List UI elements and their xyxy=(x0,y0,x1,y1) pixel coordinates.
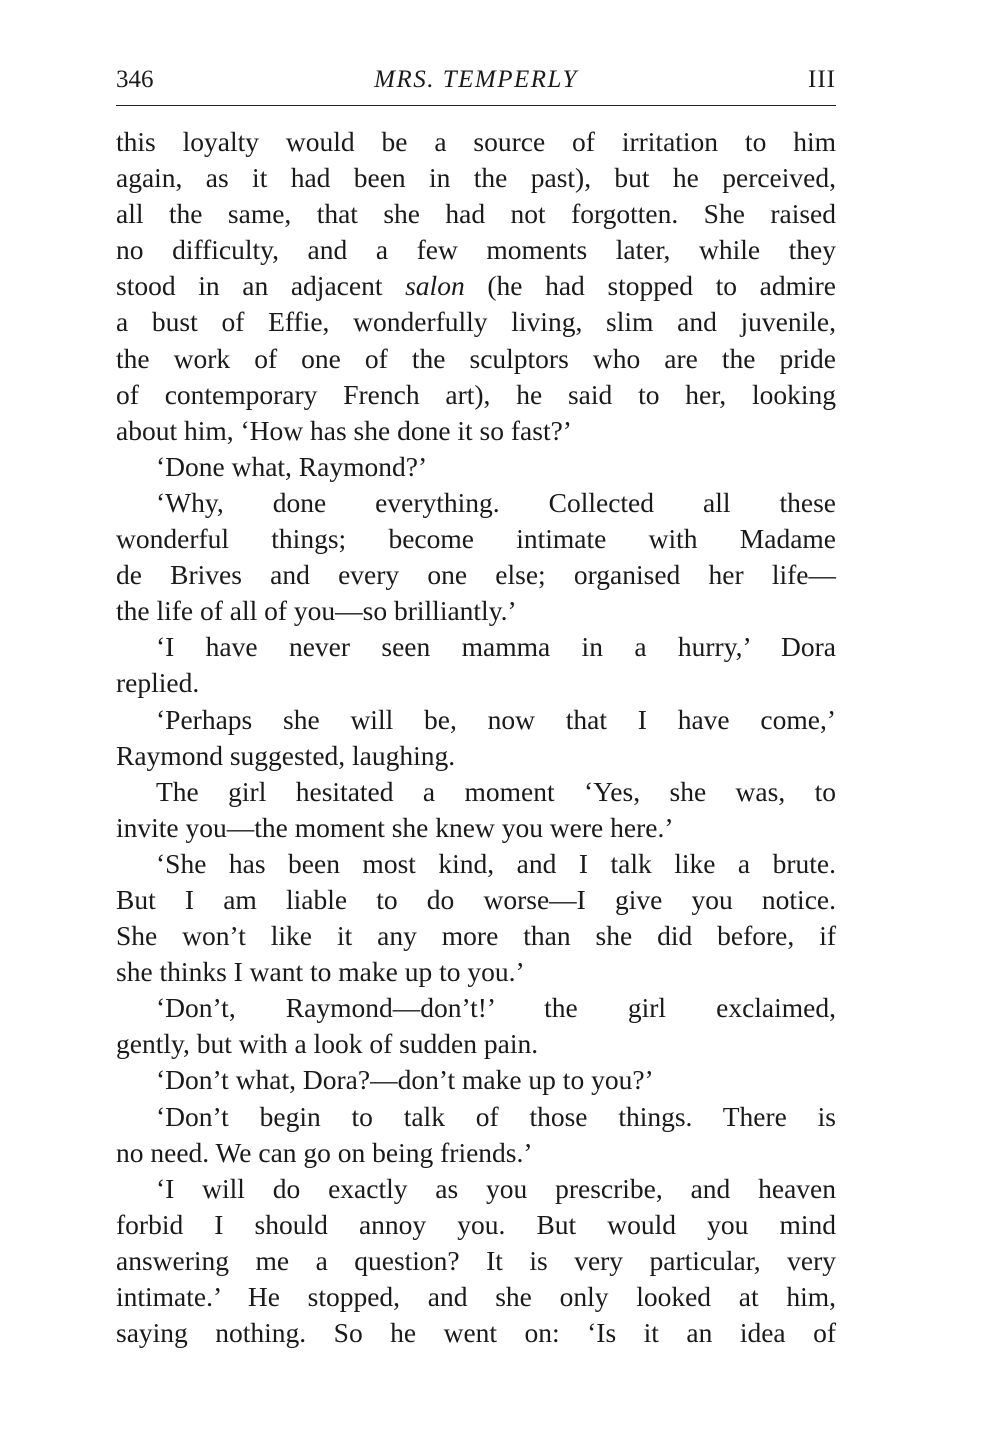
text-line: forbid I should annoy you. But would you mind xyxy=(116,1208,836,1240)
text-line: wonderful things; become intimate with Madame xyxy=(116,523,836,555)
text-line: a bust of Effie, wonderfully living, slim and juvenile, xyxy=(116,306,836,338)
text-line: the life of all of you—so brilliantly.’ xyxy=(116,595,517,627)
text-line: ‘Perhaps she will be, now that I have come,’ xyxy=(156,703,836,735)
running-title: MRS. TEMPERLY xyxy=(374,66,578,93)
text-line: of contemporary French art), he said to her, looking xyxy=(116,378,836,410)
text-line: ‘She has been most kind, and I talk like a brute. xyxy=(156,847,836,879)
text-line: Raymond suggested, laughing. xyxy=(116,739,456,771)
text-line: ‘Don’t what, Dora?—don’t make up to you?’ xyxy=(156,1064,654,1096)
text-line: replied. xyxy=(116,667,200,699)
page-number: 346 xyxy=(116,66,154,93)
text-line: all the same, that she had not forgotten. She raised xyxy=(116,198,836,230)
text-line: the work of one of the sculptors who are the pride xyxy=(116,342,836,374)
text-line xyxy=(116,268,836,304)
text-line: ‘Done what, Raymond?’ xyxy=(156,450,428,482)
text-segment: stood in an adjacent xyxy=(116,270,406,302)
running-head xyxy=(116,60,836,100)
text-line: invite you—the moment she knew you were here.’ xyxy=(116,811,674,843)
italic-word: salon xyxy=(405,270,465,302)
text-line: about him, ‘How has she done it so fast?’ xyxy=(116,414,572,446)
text-line: answering me a question? It is very particular, very xyxy=(116,1244,836,1276)
text-line: saying nothing. So he went on: ‘Is it an idea of xyxy=(116,1317,836,1349)
book-page xyxy=(116,60,836,1351)
text-segment: (he had stopped to admire xyxy=(464,270,837,302)
text-line: intimate.’ He stopped, and she only looked at him, xyxy=(116,1281,836,1312)
body-text xyxy=(116,124,836,1351)
text-line: this loyalty would be a source of irritation to him xyxy=(116,126,836,157)
text-line: ‘Don’t begin to talk of those things. There is xyxy=(156,1100,836,1132)
text-line: ‘Why, done everything. Collected all these xyxy=(156,486,836,518)
text-line: ‘I have never seen mamma in a hurry,’ Dora xyxy=(156,631,836,663)
header-rule xyxy=(116,105,836,106)
text-line: de Brives and every one else; organised her life— xyxy=(116,559,836,591)
text-line: She won’t like it any more than she did before, if xyxy=(116,920,836,952)
chapter-number: III xyxy=(808,66,836,93)
text-line: she thinks I want to make up to you.’ xyxy=(116,956,525,988)
text-line: ‘Don’t, Raymond—don’t!’ the girl exclaimed, xyxy=(156,992,836,1024)
text-line: no difficulty, and a few moments later, while they xyxy=(116,234,836,266)
text-line: The girl hesitated a moment ‘Yes, she was, to xyxy=(156,775,836,807)
text-line: gently, but with a look of sudden pain. xyxy=(116,1028,539,1060)
text-line: But I am liable to do worse—I give you notice. xyxy=(116,883,836,915)
text-line: again, as it had been in the past), but he perceived, xyxy=(116,162,836,194)
text-line: no need. We can go on being friends.’ xyxy=(116,1136,533,1168)
text-line: ‘I will do exactly as you prescribe, and heaven xyxy=(156,1172,836,1204)
